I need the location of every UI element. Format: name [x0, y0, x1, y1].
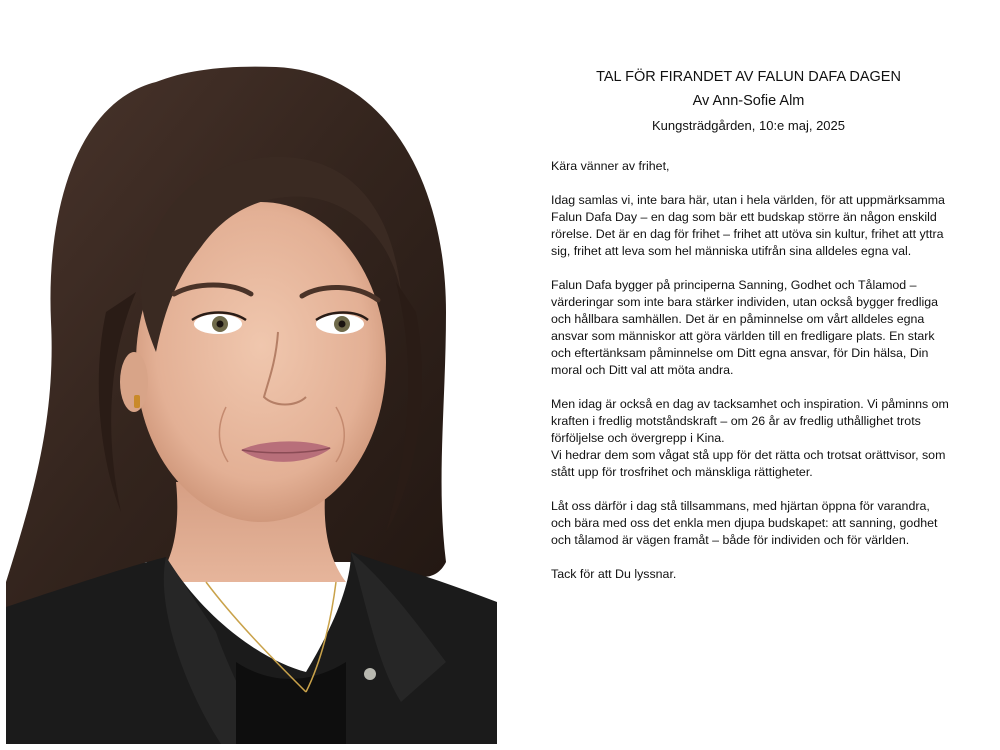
paragraph-line: rörelse. Det är en dag för frihet – frihet att utöva sin kultur, frihet att yttra [551, 227, 944, 241]
paragraph-line: Låt oss därför i dag stå tillsammans, med hjärtan öppna för varandra, [551, 499, 930, 513]
paragraph-line: Falun Dafa Day – en dag som bär ett budskap större än någon enskild [551, 210, 937, 224]
speech-title: TAL FÖR FIRANDET AV FALUN DAFA DAGEN [596, 69, 901, 85]
speech-greeting: Kära vänner av frihet, [551, 159, 670, 173]
paragraph-line: moral och Ditt val att möta andra. [551, 363, 734, 377]
speech-paragraph-4 [551, 498, 961, 549]
paragraph-line: värderingar som inte bara stärker individen, utan också bygger fredliga [551, 295, 939, 309]
speech-paragraph-3 [551, 396, 961, 481]
paragraph-line: stått upp för trosfrihet och mänskliga rättigheter. [551, 465, 813, 479]
paragraph-line: Men idag är också en dag av tacksamhet och inspiration. Vi påminns om [551, 397, 949, 411]
paragraph-line: sig, frihet att leva som hel människa utifrån sina alldeles egna val. [551, 244, 912, 258]
speech-body [551, 158, 961, 583]
speech-closing: Tack för att Du lyssnar. [551, 567, 677, 581]
paragraph-line: och tålamod är vägen framåt – både för individen och för världen. [551, 533, 910, 547]
speech-paragraph-2 [551, 277, 961, 379]
speech-document [551, 66, 961, 600]
paragraph-line: förföljelse och övergrepp i Kina. [551, 431, 725, 445]
paragraph-line: Falun Dafa bygger på principerna Sanning, Godhet och Tålamod – [551, 278, 917, 292]
paragraph-line: Idag samlas vi, inte bara här, utan i hela världen, för att uppmärksamma [551, 193, 945, 207]
paragraph-line: och hållbara samhällen. Det är en påminnelse om vårt alldeles egna [551, 312, 925, 326]
paragraph-line: ansvar som människor att göra världen till en fredligare plats. En stark [551, 329, 935, 343]
paragraph-line: och eftertänksam påminnelse om Ditt egna ansvar, för Din hälsa, Din [551, 346, 929, 360]
portrait-photo [6, 62, 497, 744]
speech-paragraph-1 [551, 192, 961, 260]
speech-place-date: Kungsträdgården, 10:e maj, 2025 [652, 118, 845, 133]
speech-author: Av Ann-Sofie Alm [692, 93, 805, 109]
paragraph-line: Vi hedrar dem som vågat stå upp för det rätta och trotsat orättvisor, som [551, 448, 946, 462]
portrait-illustration [6, 62, 497, 744]
earring [134, 395, 140, 408]
paragraph-line: kraften i fredlig motståndskraft – om 26 år av fredlig uthållighet trots [551, 414, 921, 428]
brooch [364, 668, 376, 680]
paragraph-line: och bära med oss det enkla men djupa budskapet: att sanning, godhet [551, 516, 938, 530]
